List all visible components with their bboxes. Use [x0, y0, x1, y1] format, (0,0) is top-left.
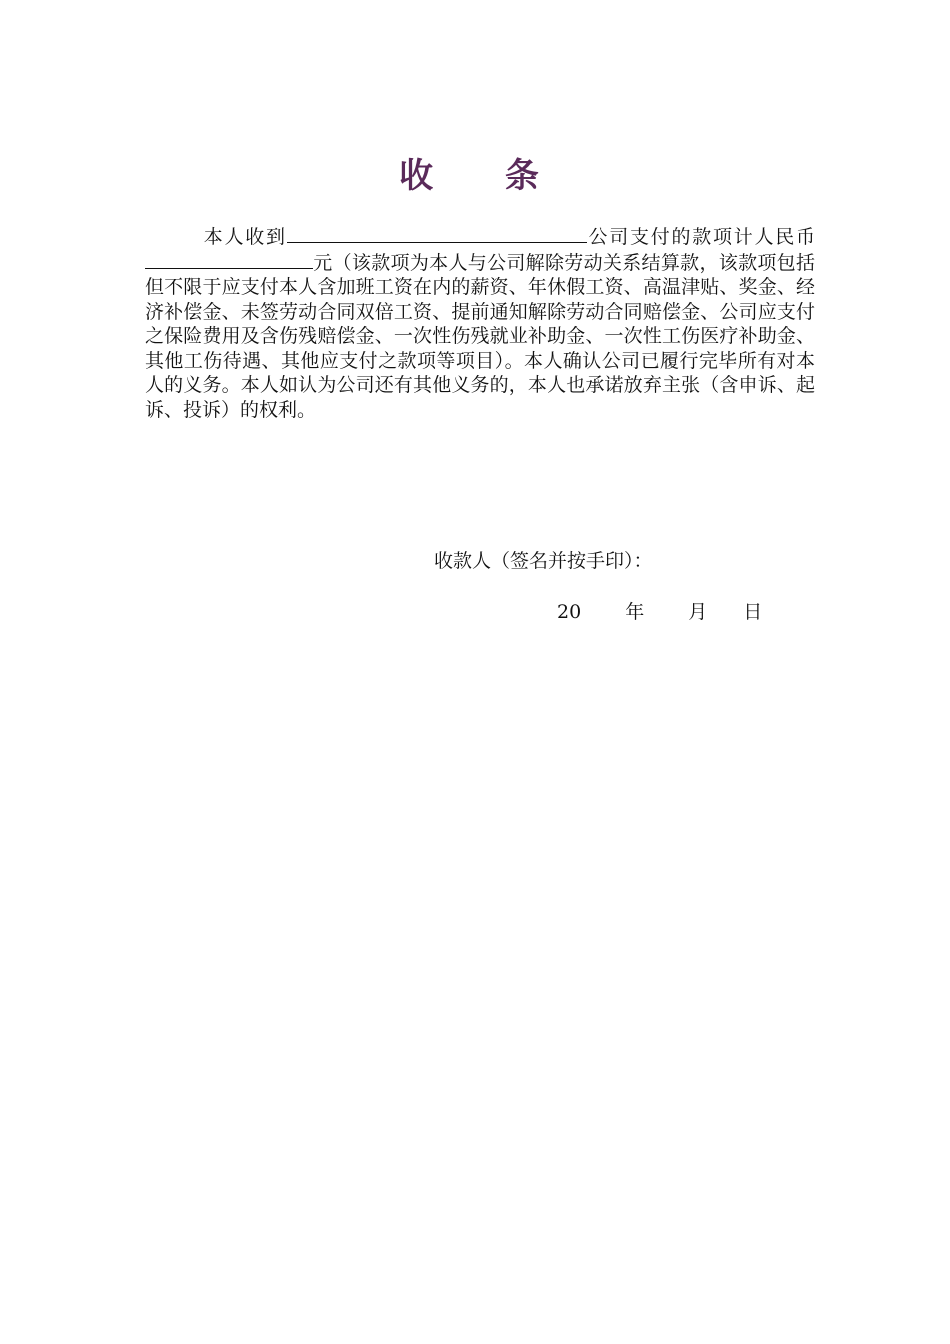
receipt-body — [145, 224, 815, 422]
date-month-label: 月 — [688, 601, 708, 623]
date-day-label: 日 — [743, 601, 763, 623]
date-line — [557, 597, 762, 624]
document-title: 收 条 — [399, 156, 569, 196]
amount-blank[interactable] — [145, 250, 313, 269]
body-part-terms: 元（该款项为本人与公司解除劳动关系结算款，该款项包括但不限于应支付本人含加班工资在内的薪资、年休假工资、高温津贴、奖金、经济补偿金、未签劳动合同双倍工资、提前通知解除劳动合同赔偿金、公司应支付之保险费用及含伤残赔偿金、一次性伤残就业补助金、一次性工伤医疗补助金、其他工伤待遇、其他应支付之款项等项目）。本人确认公司已履行完毕所有对本人的义务。本人如认为公司还有其他义务的，本人也承诺放弃主张（含申诉、起诉、投诉）的权利。 — [145, 251, 815, 421]
date-year-label: 年 — [625, 601, 645, 623]
date-century: 20 — [557, 601, 582, 623]
body-part-received: 本人收到 — [202, 226, 287, 248]
signer-label: 收款人（签名并按手印）： — [434, 550, 653, 572]
body-part-amount-label: 公司支付的款项计人民币 — [586, 226, 815, 248]
company-name-blank[interactable] — [287, 224, 587, 243]
